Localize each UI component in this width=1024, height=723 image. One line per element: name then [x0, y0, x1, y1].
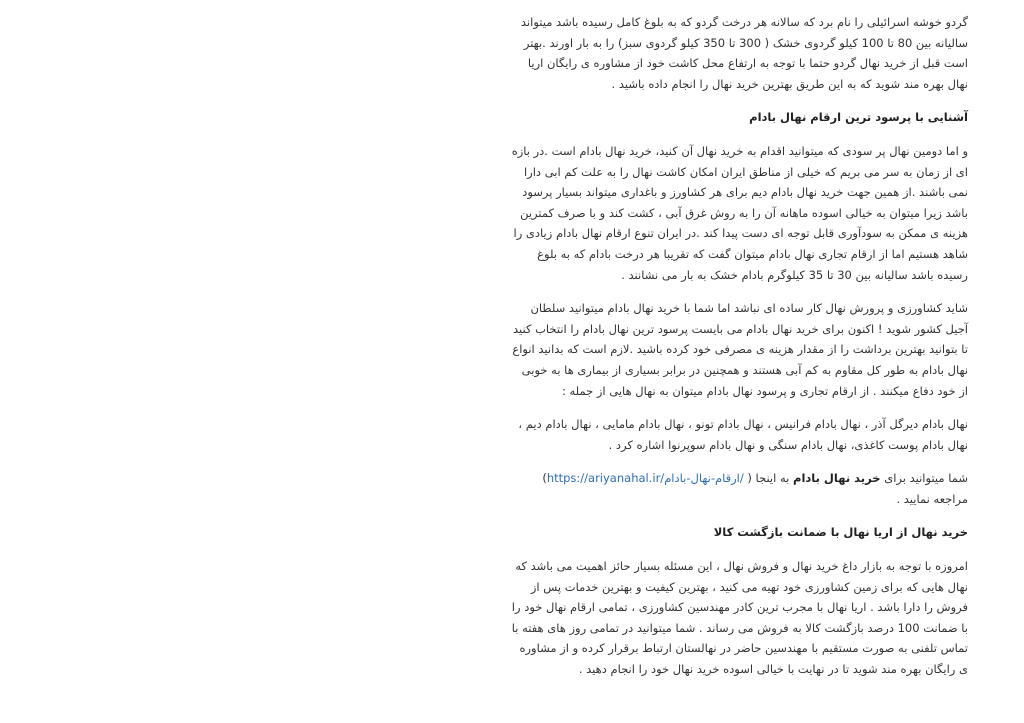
paragraph-guarantee: امروزه با توجه به بازار داغ خرید نهال و فروش نهال ، این مسئله بسیار حائز اهمیت می باشد که نهال هایی که برای زمین کشاورزی خود تهیه می کنید ، بهترین کیفیت و بهترین خدمات پس از فروش را دارا باشد . اریا نهال با مجرب ترین کادر مهندسین کشاورزی ، تمامی ارقام نهال خود را با ضمانت 100 درصد بازگشت کالا به فروش می رساند . شما میتوانید در تمامی روز های هفته با تماس تلفنی به صورت مستقیم با مهندسین حاضر در نهالستان ارتباط برقرار کرده و از مشاوره ی رایگان بهره مند شوید تا در نهایت با خیالی اسوده خرید نهال خود را انجام دهید .	[511, 559, 968, 677]
paragraph-almond-link	[510, 468, 968, 509]
paragraph-almond-choice: شاید کشاورزی و پرورش نهال کار ساده ای نباشد اما شما با خرید نهال بادام میتوانید سلطان آجیل کشور شوید ! اکنون برای خرید نهال بادام می بایست پرسود ترین نهال بادام را انتخاب کنید تا بتوانید بهترین برداشت را از مقدار هزینه ی مصرفی خود کرده باشید .لازم است که بدانید انواع نهال بادام به طور کل مقاوم به کم آبی هستند و همچنین در برابر بسیاری از بیماری ها به خوبی از خود دفاع میکنند . از ارقام تجاری و پرسود نهال بادام میتوان به نهال هایی از جمله :	[512, 301, 968, 398]
heading-guarantee: خرید نهال از اریا نهال با ضمانت بازگشت کالا	[713, 525, 968, 540]
paragraph-almond-list: نهال بادام دیرگل آذر ، نهال بادام فرانیس ، نهال بادام تونو ، نهال بادام مامایی ، نهال بادام دیم ، نهال بادام پوست کاغذی، نهال بادام سنگی و نهال بادام سوپرنوا اشاره کرد .	[518, 417, 968, 452]
article-body	[510, 12, 968, 693]
heading-almond-varieties: آشنایی با پرسود ترین ارقام نهال بادام	[749, 110, 968, 125]
link-intro-text: شما میتوانید برای	[880, 471, 968, 486]
link-mid-text: به اینجا (	[743, 471, 794, 486]
link-end-text: ) مراجعه نمایید .	[542, 471, 968, 506]
bold-keyword: خرید نهال بادام	[793, 471, 881, 486]
paragraph-walnut: گردو خوشه اسرائیلی را نام برد که سالانه هر درخت گردو که به بلوغ کامل رسیده باشد میتواند سالیانه بین 80 تا 100 کیلو گردوی خشک ( 300 تا 350 کیلو گردوی سبز) را به بار اورند .بهتر است قبل از خرید نهال گردو حتما با توجه به ارتفاع محل کاشت خود از مشاوره ی رایگان اریا نهال بهره مند شوید که به این طریق بهترین خرید نهال را انجام داده باشید .	[520, 15, 968, 91]
paragraph-almond-intro: و اما دومین نهال پر سودی که میتوانید اقدام به خرید نهال آن کنید، خرید نهال بادام است .در بازه ای از زمان به سر می بریم که خیلی از مناطق ایران امکان کاشت نهال را به علت کم ابی دارا نمی باشند .از همین جهت خرید نهال بادام دیم برای هر کشاورز و باغداری میتواند بسیار پرسود باشد زیرا میتوان به خیالی اسوده ماهانه آن را به روش غرق آبی ، کشت کند و با صرف کمترین هزینه ی ممکن به سودآوری قابل توجه ای دست پیدا کند .در ایران تنوع ارقام نهال بادام زیادی را شاهد هستیم اما از ارقام تجاری نهال بادام میتوان گفت که تقریبا هر درخت بادام که به بلوغ رسیده باشد سالیانه بین 30 تا 35 کیلوگرم بادام خشک به بار می نشانند .	[511, 143, 968, 282]
almond-page-link[interactable]: https://ariyanahal.ir/ارقام-نهال-بادام/	[546, 471, 744, 486]
